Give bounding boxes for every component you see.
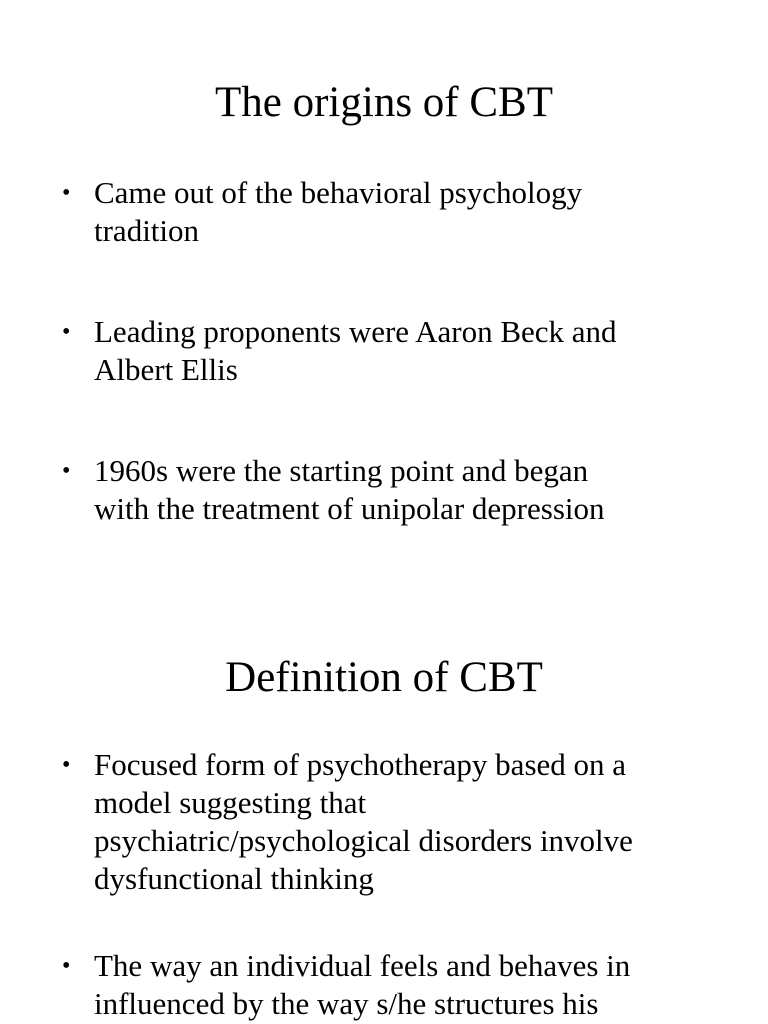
bullet-item: [62, 174, 702, 250]
bullet-dot-icon: •: [62, 319, 71, 345]
bullet-item: [62, 313, 702, 389]
bullet-item: [62, 746, 702, 898]
bullet-text: Leading proponents were Aaron Beck and Albert Ellis: [94, 314, 617, 387]
bullet-item: [62, 452, 702, 528]
bullet-dot-icon: •: [62, 458, 71, 484]
bullet-dot-icon: •: [62, 953, 71, 979]
section-title-definition: Definition of CBT: [225, 654, 543, 701]
bullet-item: [62, 947, 702, 1023]
section-title-origins: The origins of CBT: [215, 79, 553, 126]
bullet-text: The way an individual feels and behaves in influenced by the way s/he structures his: [94, 948, 631, 1021]
bullet-dot-icon: •: [62, 752, 71, 778]
bullet-text: Focused form of psychotherapy based on a model suggesting that psychiatric/psychological disorders involve dysfunctional thinking: [94, 747, 633, 896]
bullet-text: Came out of the behavioral psychology tradition: [94, 175, 583, 248]
bullet-text: 1960s were the starting point and began with the treatment of unipolar depression: [94, 453, 605, 526]
bullet-dot-icon: •: [62, 180, 71, 206]
